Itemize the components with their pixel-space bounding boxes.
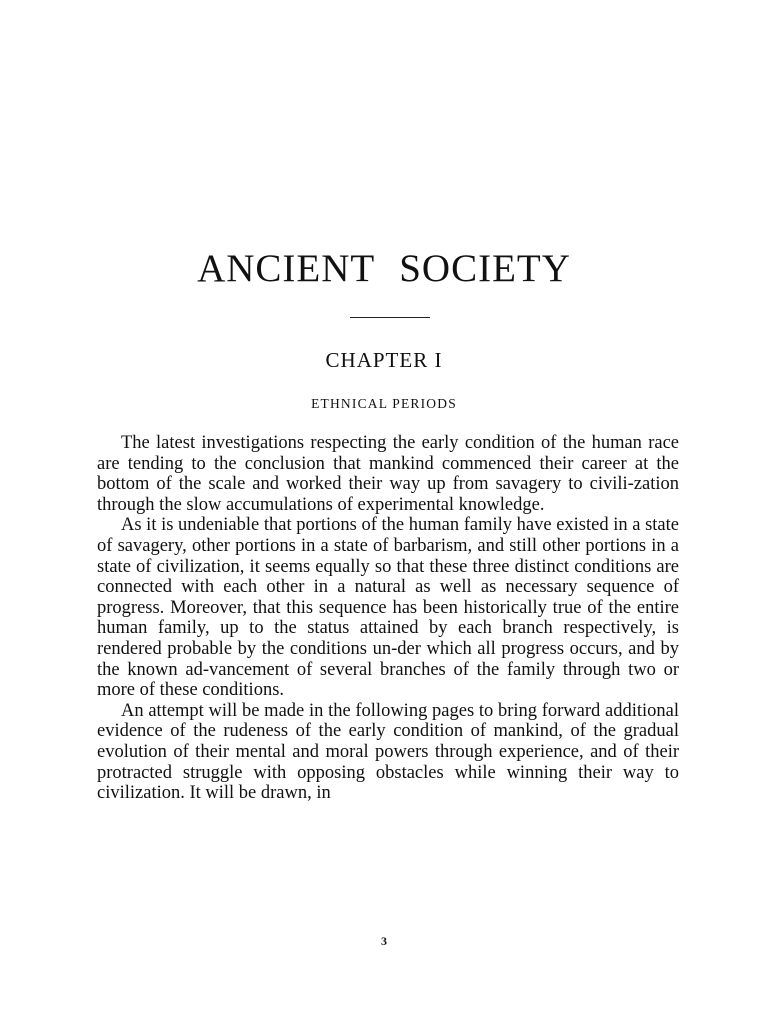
page-number: 3 [381, 934, 387, 948]
body-text [97, 433, 679, 804]
title-divider [350, 317, 430, 318]
chapter-heading: CHAPTER I [325, 348, 443, 372]
book-title: ANCIENT SOCIETY [197, 247, 571, 290]
chapter-title: ETHNICAL PERIODS [311, 396, 457, 411]
paragraph-3: An attempt will be made in the following pages to bring forward additional evidence of the rudeness of the early condition of mankind, of the gradual evolution of their mental and moral powers through experience, and of their protracted struggle with opposing obstacles while winning their way to civilization. It will be drawn, in [97, 700, 679, 804]
paragraph-1: The latest investigations respecting the early condition of the human race are tending to the conclusion that mankind commenced their career at the bottom of the scale and worked their way up from savagery to civili-zation through the slow accumulations of experimental knowledge. [97, 433, 679, 515]
paragraph-2: As it is undeniable that portions of the human family have existed in a state of savagery, other portions in a state of barbarism, and still other portions in a state of civilization, it seems equally so that these three distinct conditions are connected with each other in a natural as well as necessary sequence of progress. Moreover, that this sequence has been historically true of the entire human family, up to the status attained by each branch respectively, is rendered probable by the conditions un-der which all progress occurs, and by the known ad-vancement of several branches of the family through two or more of these conditions. [97, 515, 679, 701]
